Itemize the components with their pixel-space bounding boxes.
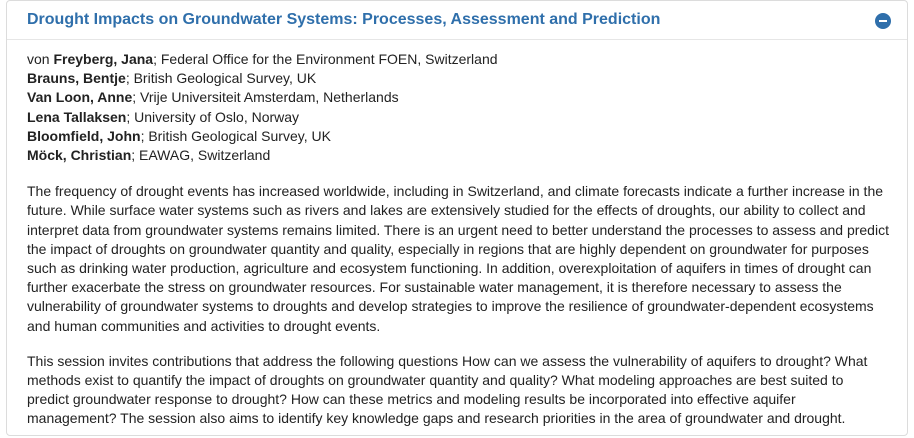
author-affiliation: ; British Geological Survey, UK <box>140 127 331 144</box>
abstract-paragraph-2: This session invites contributions that address the following questions How can we assess the vulnerability of aquifers to drought? What methods exist to quantify the impact of droughts on groundwater quantity and quality? What modeling approaches are best suited to predict groundwater response to drought? How can these metrics and modeling results be incorporated into effective aquifer management? The session also aims to identify key knowledge gaps and research priorities in the area of groundwater and drought. <box>27 352 868 427</box>
author-item <box>27 146 889 165</box>
author-affiliation: ; Vrije Universiteit Amsterdam, Netherlands <box>132 89 399 106</box>
author-name: Lena Tallaksen <box>27 108 127 125</box>
author-affiliation: ; Federal Office for the Environment FOEN, Switzerland <box>153 51 498 67</box>
author-affiliation: ; EAWAG, Switzerland <box>131 147 271 164</box>
author-name: Van Loon, Anne <box>27 89 133 106</box>
author-item <box>27 69 889 88</box>
author-item <box>27 50 889 69</box>
author-item <box>27 108 889 127</box>
author-name: Möck, Christian <box>27 147 132 164</box>
author-name: Freyberg, Jana <box>53 51 154 67</box>
abstract-paragraph-1: The frequency of drought events has increased worldwide, including in Switzerland, and climate forecasts indicate a further increase in the future. While surface water systems such as rivers and lakes are extensively studied for the effects of droughts, our ability to collect and interpret data from groundwater systems remains limited. There is an urgent need to better understand the processes to assess and predict the impact of droughts on groundwater quantity and quality, especially in regions that are highly dependent on groundwater for purposes such as drinking water production, agriculture and ecosystem functioning. In addition, overexploitation of aquifers in times of drought can further exacerbate the stress on groundwater resources. For sustainable water management, it is therefore necessary to assess the vulnerability of groundwater systems to droughts and develop strategies to improve the resilience of groundwater-dependent ecosystems and human communities and activities to drought events. <box>27 183 889 334</box>
author-name: Brauns, Bentje <box>27 70 126 87</box>
author-item <box>27 88 889 107</box>
author-item <box>27 127 889 146</box>
session-content <box>27 50 889 429</box>
author-name-prefix: von <box>27 51 54 67</box>
author-affiliation: ; University of Oslo, Norway <box>126 108 300 125</box>
author-affiliation: ; British Geological Survey, UK <box>125 70 317 87</box>
session-panel <box>6 0 908 436</box>
session-title[interactable]: Drought Impacts on Groundwater Systems: Processes, Assessment and Prediction <box>27 11 661 28</box>
author-name: Bloomfield, John <box>27 127 141 144</box>
minus-circle-icon[interactable] <box>875 13 891 29</box>
session-header[interactable] <box>7 1 907 40</box>
author-list <box>27 50 889 165</box>
